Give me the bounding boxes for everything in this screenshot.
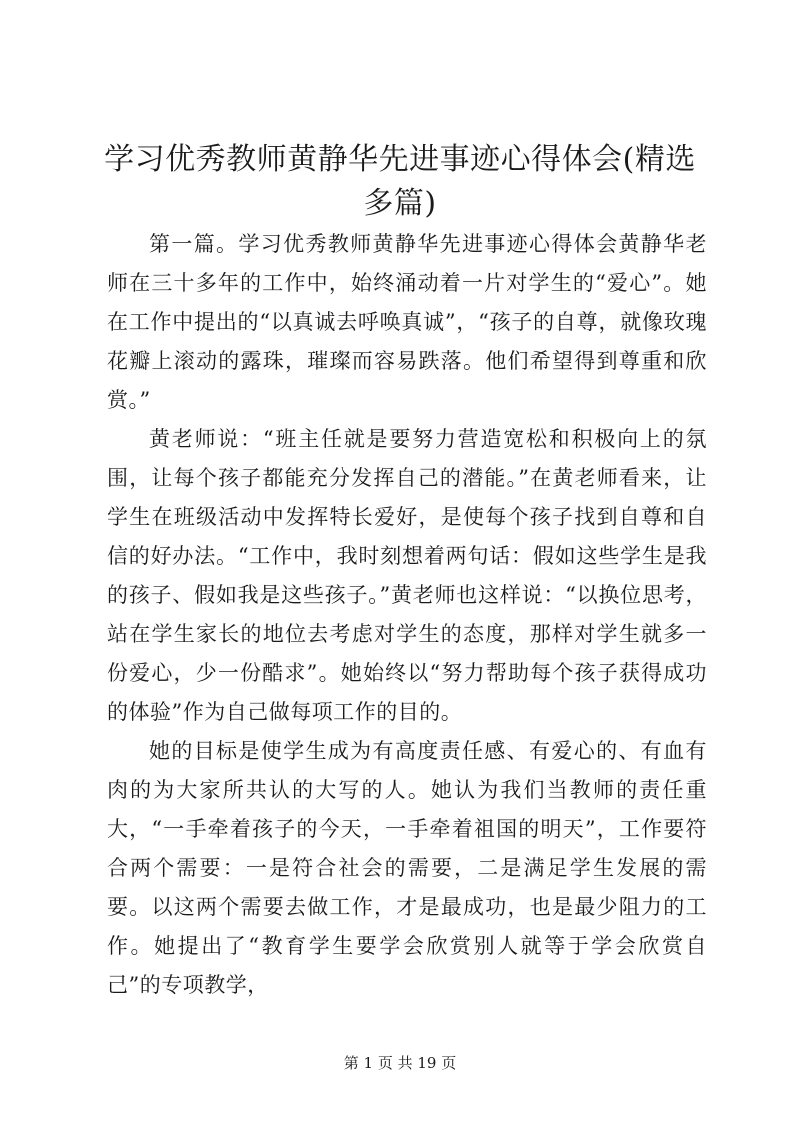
paragraph-2: 黄老师说：“班主任就是要努力营造宽松和积极向上的氛围，让每个孩子都能充分发挥自己的潜能。”在黄老师看来，让学生在班级活动中发挥特长爱好，是使每个孩子找到自尊和自信的好办法。“工作中，我时刻想着两句话：假如这些学生是我的孩子、假如我是这些孩子。”黄老师也这样说：“以换位思考，站在学生家长的地位去考虑对学生的态度，那样对学生就多一份爱心，少一份酷求”。她始终以“努力帮助每个孩子获得成功的体验”作为自己做每项工作的目的。 [107,427,707,724]
paragraph-3: 她的目标是使学生成为有高度责任感、有爱心的、有血有肉的为大家所共认的大写的人。她认为我们当教师的责任重大，“一手牵着孩子的今天，一手牵着祖国的明天”，工作要符合两个需要：一是符合社会的需要，二是满足学生发展的需要。以这两个需要去做工作，才是最成功，也是最少阻力的工作。她提出了“教育学生要学会欣赏别人就等于学会欣赏自己”的专项教学， [107,739,707,997]
document-body [107,225,707,1005]
page-number-footer: 第 1 页 共 19 页 [343,1054,457,1072]
paragraph-1: 第一篇。学习优秀教师黄静华先进事迹心得体会黄静华老师在三十多年的工作中，始终涌动着一片对学生的“爱心”。她在工作中提出的“以真诚去呼唤真诚”，“孩子的自尊，就像玫瑰花瓣上滚动的露珠，璀璨而容易跌落。他们希望得到尊重和欣赏。” [107,232,707,412]
document-title: 学习优秀教师黄静华先进事迹心得体会(精选多篇) [104,142,696,221]
